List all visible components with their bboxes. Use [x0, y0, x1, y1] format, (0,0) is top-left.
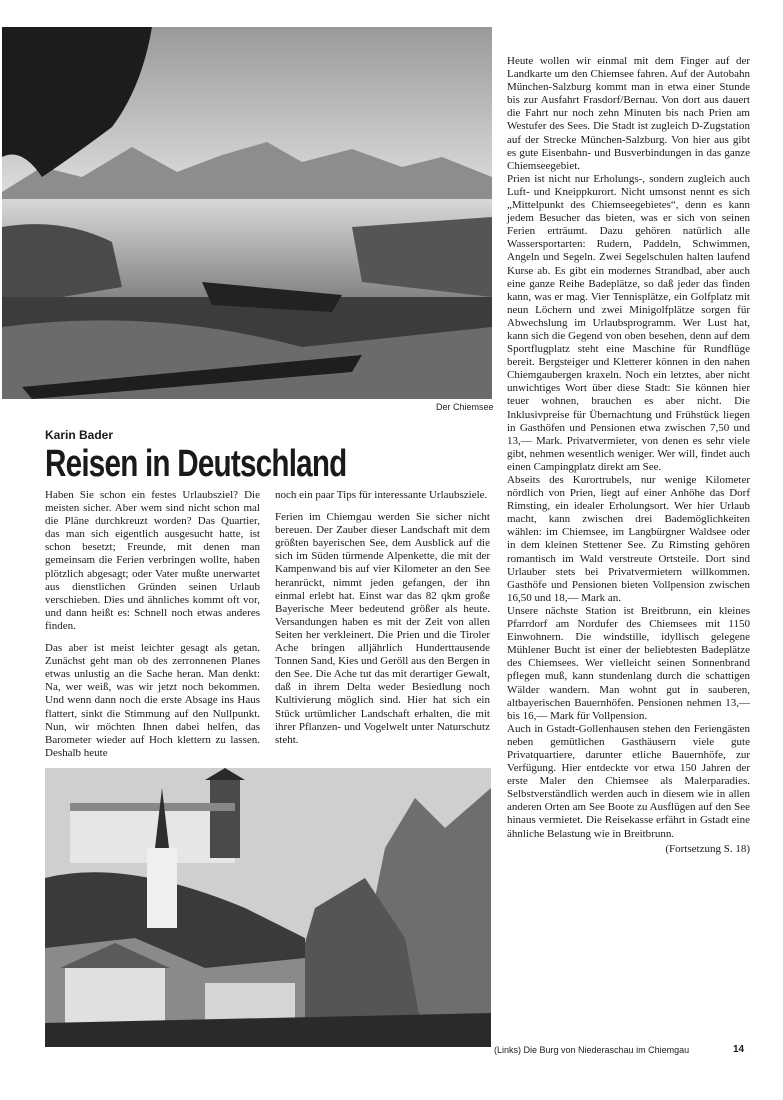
paragraph: Prien ist nicht nur Erholungs-, sondern zugleich auch Luft- und Kneippkurort. Nicht umsonst nennt es sich „Mittelpunkt des Chiemseegebietes“, denn es kann jedem Besucher das bieten, was er sich von seinen Ferien erträumt. Dazu gehören natürlich alle Wassersportarten: Rudern, Paddeln, Schwimmen, Angeln und Segeln. Zwei Segelschulen halten laufend Kurse ab. Es gibt ein modernes Strandbad, aber auch eine ganze Reihe Badeplätze, so daß jeder das finden kann, was er mag. Vier Tennisplätze, ein Golfplatz mit neun Löchern und zwei Minigolfplätze sorgen für Abwechslung im Urlaubsprogramm. Wer Lust hat, kann sich die Gegend von oben besehen, denn auf dem Sportflugplatz steht eine Maschine für Rundflüge bereit. Bergsteiger und Kletterer können in den nahen Chiemgaubergen kraxeln. Noch ein letztes, aber nicht unwichtiges Wort über diese Stadt: Sie können hier teuer wohnen, brauchen es aber nicht. Die Inklusivpreise für Übernachtung und Frühstück liegen in Gasthöfen und Pensionen etwa zwischen 7,50 und 13,— Mark. Privatvermieter, von denen es sehr viele gibt, nehmen wesentlich weniger. Wer will, findet auch einen Campingplatz direkt am See.: [507, 172, 750, 473]
continuation-note: (Fortsetzung S. 18): [665, 842, 750, 855]
paragraph: Unsere nächste Station ist Breitbrunn, ein kleines Pfarrdorf am Nordufer des Chiemsees mit 1150 Einwohnern. Die windstille, idyllisch gelegene Mühlener Bucht ist einer der beliebtesten Badeplätze des Chiemsees. Wer vielleicht seinen Sonnenbrand pflegen muß, kann stundenlang durch die schattigen Wälder wandern. Man wohnt gut in sauberen, altbayerischen Bauernhöfen. Pensionen nehmen 13,— bis 16,— Mark für Vollpension.: [507, 604, 750, 722]
chiemsee-photo: [2, 27, 492, 399]
paragraph: Auch in Gstadt-Gollenhausen stehen den Feriengästen neben gemütlichen Gasthäusern viele gute Privatquartiere, darunter etliche Bauernhöfe, zur Verfügung. Hier entdeckte vor etwa 150 Jahren der erste Maler den Chiemsee als Malerparadies. Selbstverständlich werden auch in diesem wie in allen anderen Orten am See Boote zu Ausflügen auf den See hinaus vermietet. Die Reisekasse erfährt in Gstadt eine ähnliche Belastung wie in Breitbrunn.: [507, 722, 750, 840]
page-number: 14: [733, 1044, 745, 1055]
photo-caption-bottom: (Links) Die Burg von Niederaschau im Chiemgau: [494, 1045, 690, 1055]
paragraph: Ferien im Chiemgau werden Sie sicher nicht bereuen. Der Zauber dieser Landschaft mit dem größten bayerischen See, dem Ausblick auf die sich im Süden türmende Alpenkette, die mit der Kampenwand bis auf vier Kilometer an den See heranrückt, nimmt jeden gefangen, der ihn einmal erlebt hat. Einst war das 82 qkm große Bayerische Meer bedeutend größer als heute. Versandungen haben es mit der Zeit von allen Seiten her verkleinert. Die Prien und die Tiroler Ache bringen alljährlich Hunderttausende Tonnen Sand, Kies und Geröll aus den Bergen in den See. Die Ache tut das mit derartiger Gewalt, daß in ihrem Delta weder Besiedlung noch Kultivierung möglich sind. Hier hat sich ein Stück urtümlicher Landschaft erhalten, die mit ihrer Pflanzen- und Vogelwelt unter Naturschutz steht.: [275, 511, 491, 746]
article-column-3: [507, 55, 750, 856]
article-headline: Reisen in Deutschland: [45, 443, 347, 485]
paragraph: Haben Sie schon ein festes Urlaubsziel? Die meisten sicher. Aber wem sind nicht schon mal die Pläne durchkreuzt worden? Das Quartier, das man sich eigentlich ausgesucht hatte, ist schon besetzt; Freunde, mit denen man gemeinsam die Ferien verbringen wollte, haben plötzlich abgesagt; oder Vater mußte unerwartet aus dienstlichen Gründen seinen Urlaub verschieben. Dies und ähnliches kommt oft vor, und dann heißt es: Schnell noch etwas anderes finden.: [45, 489, 260, 632]
paragraph: Das aber ist meist leichter gesagt als getan. Zunächst geht man ob des zerronnenen Planes etwas unlustig an die Sache heran. Man denkt: Na, wer weiß, was wir jetzt noch bekommen. Und wenn dann noch die erste Absage ins Haus flattert, sinkt die Stimmung auf den Nullpunkt. Nun, wir möchten Ihnen dabei helfen, das Barometer wieder auf Hoch klettern zu lassen. Deshalb heute: [45, 642, 260, 759]
photo-caption-top: Der Chiemsee: [436, 402, 494, 412]
article-column-1: [45, 489, 260, 760]
paragraph: noch ein paar Tips für interessante Urlaubsziele.: [275, 489, 488, 501]
castle-photo: [45, 768, 491, 1047]
paragraph: Abseits des Kurortrubels, nur wenige Kilometer nördlich von Prien, liegt auf einer Anhöhe das Dorf Rimsting, ein idealer Erholungsort. Wer hier Urlaub macht, kann zwischen drei Bademöglichkeiten wählen: im Chiemsee, im Langbürgner Waldsee oder in dem kleinen Stettener See. Zu Rimsting gehören romantisch im Wald verstreute Ortsteile. Dort sind Urlauber stets bei Privatvermietern willkommen. Gasthöfe und Pensionen bieten Vollpension zwischen 16,50 und 18,— Mark an.: [507, 474, 750, 604]
author-name: Karin Bader: [45, 428, 114, 442]
paragraph: Heute wollen wir einmal mit dem Finger auf der Landkarte um den Chiemsee fahren. Auf der Autobahn München-Salzburg kommt man in etwa einer Stunde bis zur Ausfahrt Frasdorf/Bernau. Von dort aus dauert die Fahrt nur noch zehn Minuten bis nach Prien am Westufer des Sees. Die Stadt ist zugleich D-Zugstation auf der Strecke München-Salzburg. Von hier aus gibt es gute Eisenbahn- und Busverbindungen in das ganze Chiemseegebiet.: [507, 55, 750, 172]
article-column-2: [275, 489, 490, 747]
